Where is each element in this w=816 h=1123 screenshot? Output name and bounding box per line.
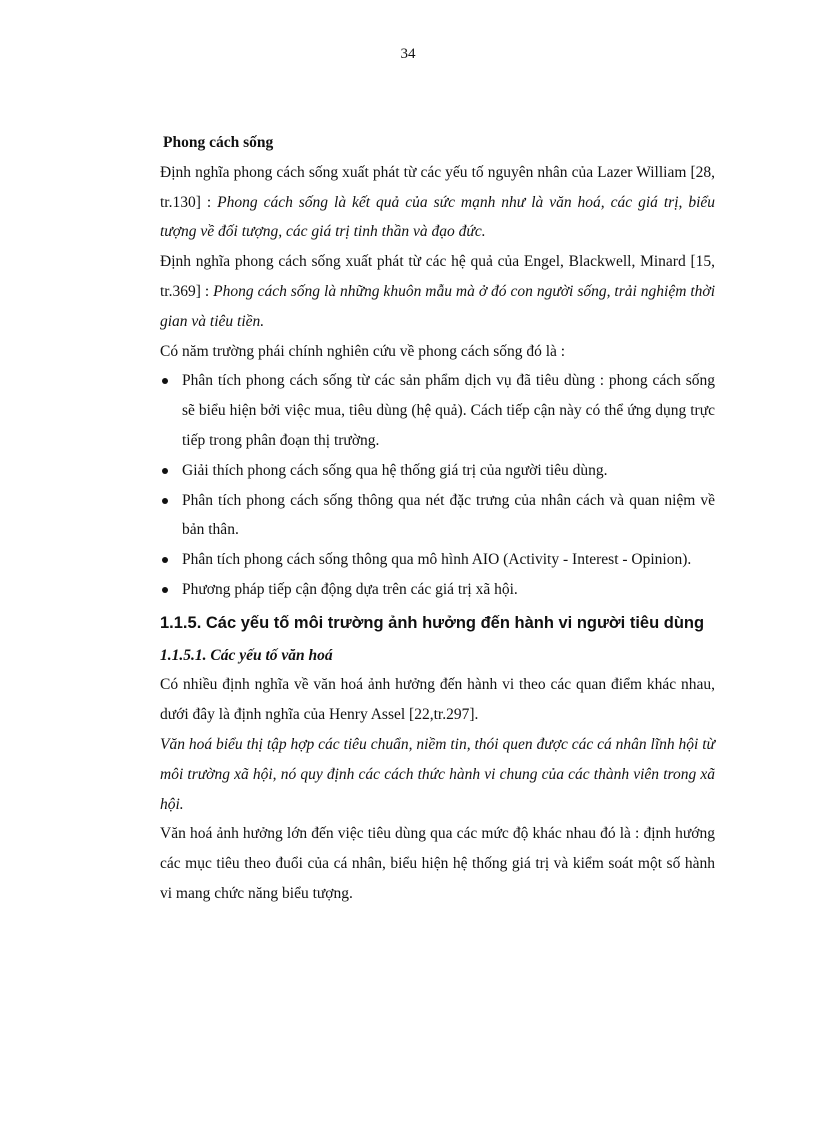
culture-quote-text: Văn hoá biểu thị tập hợp các tiêu chuẩn, niềm tin, thói quen được các cá nhân lĩnh hội từ môi trường xã hội, nó quy định các cách thức hành vi chung của các thành viên trong xã hội. [160, 735, 715, 813]
definition-1-lead: Định nghĩa phong cách sống xuất phát từ các yếu tố nguyên nhân của Lazer William [28, tr.130] : [160, 163, 715, 211]
section-heading: 1.1.5. Các yếu tố môi trường ảnh hưởng đến hành vi người tiêu dùng [160, 613, 705, 632]
lifestyle-heading: Phong cách sống [163, 134, 274, 151]
subsection-heading: 1.1.5.1. Các yếu tố văn hoá [160, 646, 333, 664]
list-item: Phân tích phong cách sống thông qua mô hình AIO (Activity - Interest - Opinion). [160, 545, 715, 575]
culture-definition-quote [160, 730, 715, 819]
list-item: Phân tích phong cách sống thông qua nét đặc trưng của nhân cách và quan niệm về bản thân. [160, 486, 715, 546]
culture-paragraph-2: Văn hoá ảnh hưởng lớn đến việc tiêu dùng qua các mức độ khác nhau đó là : định hướng các mục tiêu theo đuổi của cá nhân, biểu hiện hệ thống giá trị và kiểm soát một số hành vi mang chức năng biểu tượng. [160, 825, 715, 902]
definition-1-quote: Phong cách sống là kết quả của sức mạnh như là văn hoá, các giá trị, biểu tượng về đối tượng, các giá trị tinh thần và đạo đức. [160, 193, 716, 241]
list-item: Giải thích phong cách sống qua hệ thống giá trị của người tiêu dùng. [160, 456, 715, 486]
culture-paragraph-1: Có nhiều định nghĩa về văn hoá ảnh hưởng đến hành vi theo các quan điểm khác nhau, dưới đây là định nghĩa của Henry Assel [22,tr.297]. [160, 676, 715, 724]
lifestyle-definition-1 [160, 158, 715, 247]
schools-intro: Có năm trường phái chính nghiên cứu về phong cách sống đó là : [160, 342, 566, 360]
definition-2-quote: Phong cách sống là những khuôn mẫu mà ở đó con người sống, trải nghiệm thời gian và tiêu tiền. [160, 282, 716, 330]
lifestyle-definition-2 [160, 247, 715, 336]
list-item: Phương pháp tiếp cận động dựa trên các giá trị xã hội. [160, 575, 715, 605]
list-item: Phân tích phong cách sống từ các sản phẩm dịch vụ đã tiêu dùng : phong cách sống sẽ biểu hiện bởi việc mua, tiêu dùng (hệ quả). Cách tiếp cận này có thể ứng dụng trực tiếp trong phân đoạn thị trường. [160, 366, 715, 455]
schools-list [160, 366, 715, 604]
document-body [160, 128, 715, 909]
definition-2-lead: Định nghĩa phong cách sống xuất phát từ các hệ quả của Engel, Blackwell, Minard [15, tr.369] : [160, 253, 715, 300]
page-number: 34 [400, 46, 416, 62]
